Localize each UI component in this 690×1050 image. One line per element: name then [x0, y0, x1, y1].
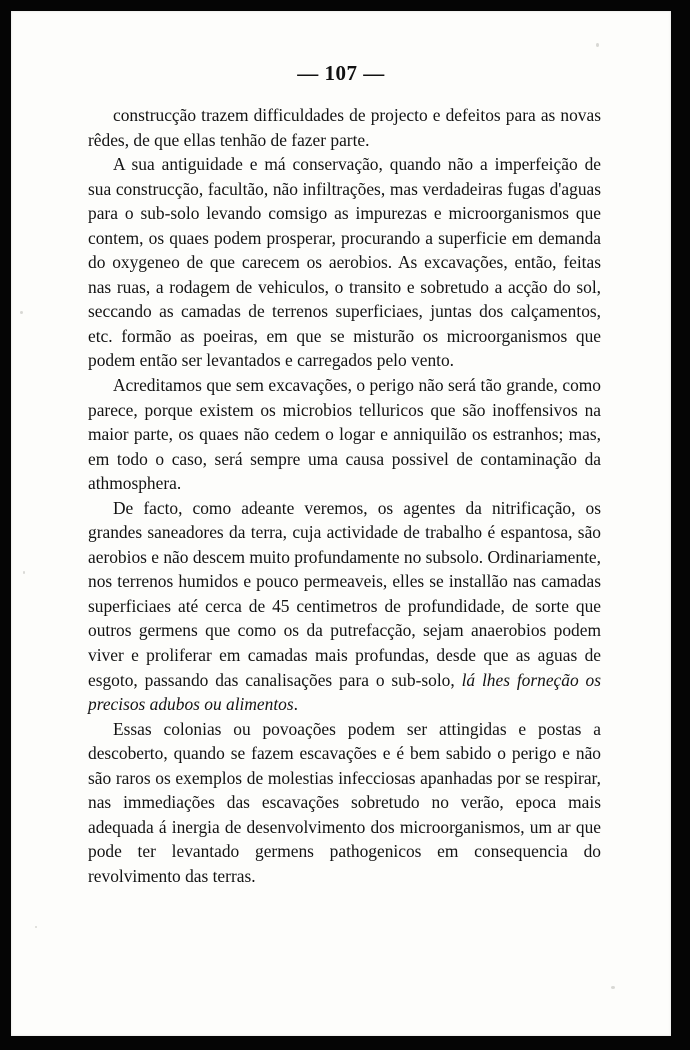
scan-speck	[20, 311, 23, 314]
paragraph-4	[88, 496, 601, 717]
document-page-sheet	[11, 11, 671, 1036]
scan-speck	[611, 986, 615, 989]
paragraph-1: construcção trazem difficuldades de projecto e defeitos para as novas rêdes, de que ellas tenhão de fazer parte.	[88, 105, 601, 150]
paragraph-2: A sua antiguidade e má conservação, quando não a imperfeição de sua construcção, facultão, não infiltrações, mas verdadeiras fugas d'aguas para o sub-solo levando comsigo as impurezas e microorganismos que contem, os quaes podem prosperar, procurando a superficie em demanda do oxygeneo de que carecem os aerobios. As excavações, então, feitas nas ruas, a rodagem de vehiculos, o transito e sobretudo a acção do sol, seccando as camadas de terrenos superficiaes, juntas dos calçamentos, etc. formão as poeiras, em que se misturão os microorganismos que podem então ser levantados e carregados pelo vento.	[88, 154, 601, 371]
paragraph-4-text-after-italic: .	[293, 694, 298, 715]
paragraph-4-italic-phrase: lá lhes forneção os precisos adubos ou alimentos	[88, 669, 601, 715]
page-header-number: — 107 —	[297, 61, 385, 85]
scan-speck	[596, 43, 599, 47]
scan-speck	[35, 926, 37, 928]
scan-speck	[23, 571, 25, 574]
paragraph-4-text-before-italic: De facto, como adeante veremos, os agentes da nitrificação, os grandes saneadores da terra, cuja actividade de trabalho é espantosa, são aerobios e não descem muito profundamente no subsolo. Ordinariamente, nos terrenos humidos e pouco permeaveis, elles se installão nas camadas superficiaes até cerca de 45 centimetros de profundidade, de sorte que outros germens que como os da putrefacção, sejam anaerobios podem viver e proliferar em camadas mais profundas, desde que as aguas de esgoto, passando das canalisações para o sub-solo,	[88, 497, 601, 690]
page-text-body	[88, 103, 601, 889]
paragraph-5: Essas colonias ou povoações podem ser attingidas e postas a descoberto, quando se fazem escavações e é bem sabido o perigo e não são raros os exemplos de molestias infecciosas apanhadas por se respirar, nas immediações das escavações sobretudo no verão, epoca mais adequada á inergia de desenvolvimento dos microorganismos, um ar que pode ter levantado germens pathogenicos em consequencia do revolvimento das terras.	[88, 718, 601, 886]
paragraph-3: Acreditamos que sem excavações, o perigo não será tão grande, como parece, porque existem os microbios telluricos que são inoffensivos na maior parte, os quaes não cedem o logar e anniquilão os estranhos; mas, em todo o caso, será sempre uma causa possivel de contaminação da athmosphera.	[88, 375, 601, 494]
